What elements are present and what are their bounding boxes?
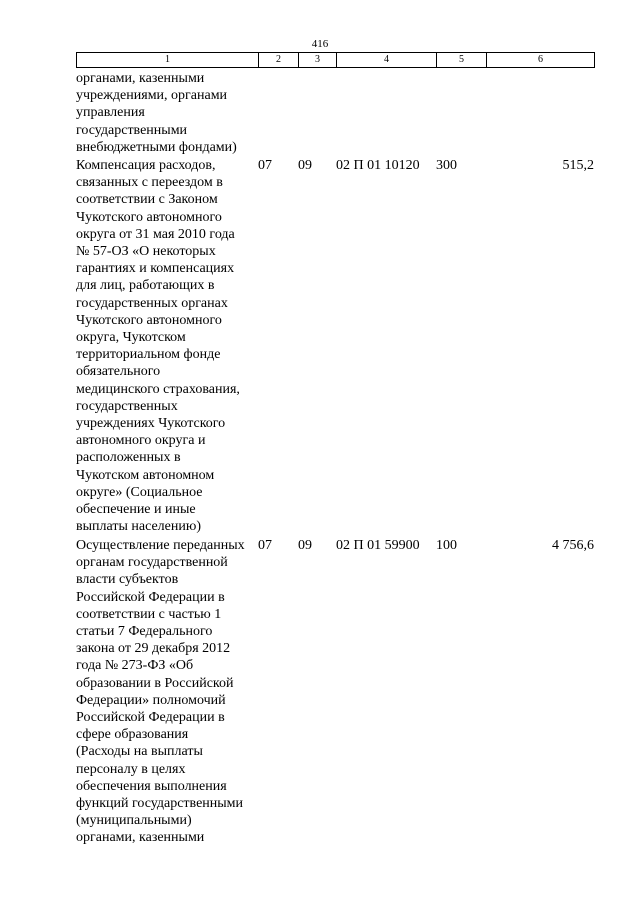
description-line: расположенных в xyxy=(76,450,181,466)
description-line: государственных органах xyxy=(76,295,228,311)
description-line: гарантиях и компенсациях xyxy=(76,261,235,277)
description-line: территориальном фонде xyxy=(76,347,221,363)
row-description xyxy=(76,157,258,535)
description-line: статьи 7 Федерального xyxy=(76,624,213,640)
description-line: округе» (Социальное xyxy=(76,484,203,500)
description-line: (муниципальными) xyxy=(76,813,192,829)
subsection-code: 09 xyxy=(298,158,312,173)
description-line: образовании в Российской xyxy=(76,675,234,691)
description-line: учреждениями, органами xyxy=(76,88,228,104)
description-line: обязательного xyxy=(76,364,161,380)
description-line: года № 273-ФЗ «Об xyxy=(76,658,194,674)
description-line: государственными xyxy=(76,122,188,138)
target-article-code: 02 П 01 59900 xyxy=(336,538,420,553)
description-line: Чукотского автономного xyxy=(76,209,222,225)
description-line: органам государственной xyxy=(76,555,228,571)
subsection-code: 09 xyxy=(298,538,312,553)
amount: 515,2 xyxy=(562,158,594,173)
row-description xyxy=(76,537,258,847)
description-line: Российской Федерации в xyxy=(76,710,225,726)
table-header xyxy=(76,52,595,68)
description-line: власти субъектов xyxy=(76,572,179,588)
description-line: государственных xyxy=(76,398,178,414)
description-line: соответствии с Законом xyxy=(76,192,218,208)
description-line: сфере образования xyxy=(76,727,189,743)
header-col-6: 6 xyxy=(487,53,595,67)
description-line: выплаты населению) xyxy=(76,519,201,535)
section-code: 07 xyxy=(258,538,272,553)
description-line: управления xyxy=(76,105,145,121)
header-col-2: 2 xyxy=(259,53,299,67)
description-line: связанных с переездом в xyxy=(76,175,223,191)
target-article-code: 02 П 01 10120 xyxy=(336,158,420,173)
header-col-3: 3 xyxy=(299,53,337,67)
description-line: соответствии с частью 1 xyxy=(76,606,222,622)
section-code: 07 xyxy=(258,158,272,173)
description-line: органами, казенными xyxy=(76,830,205,846)
description-line: обеспечение и иные xyxy=(76,502,196,518)
description-line: Компенсация расходов, xyxy=(76,158,216,173)
description-line: Российской Федерации в xyxy=(76,589,225,605)
page-number: 416 xyxy=(311,38,329,50)
description-line: Чукотском автономном xyxy=(76,467,215,483)
description-line: (Расходы на выплаты xyxy=(76,744,203,760)
description-line: округа, Чукотском xyxy=(76,330,186,346)
description-line: медицинского страхования, xyxy=(76,381,240,397)
description-line: обеспечения выполнения xyxy=(76,778,227,794)
row-description xyxy=(76,70,258,156)
description-line: Осуществление переданных xyxy=(76,538,245,553)
description-line: закона от 29 декабря 2012 xyxy=(76,641,231,657)
description-line: учреждениях Чукотского xyxy=(76,416,226,432)
header-col-5: 5 xyxy=(437,53,487,67)
amount: 4 756,6 xyxy=(552,538,594,553)
description-line: округа от 31 мая 2010 года xyxy=(76,226,235,242)
expense-type-code: 100 xyxy=(436,538,457,553)
description-line: внебюджетными фондами) xyxy=(76,139,237,155)
description-line: функций государственными xyxy=(76,796,244,812)
description-line: № 57-ОЗ «О некоторых xyxy=(76,244,216,260)
description-line: органами, казенными xyxy=(76,71,205,86)
description-line: для лиц, работающих в xyxy=(76,278,215,294)
description-line: Чукотского автономного xyxy=(76,312,222,328)
header-col-1: 1 xyxy=(77,53,259,67)
expense-type-code: 300 xyxy=(436,158,457,173)
description-line: персоналу в целях xyxy=(76,761,186,777)
description-line: Федерации» полномочий xyxy=(76,692,226,708)
header-col-4: 4 xyxy=(337,53,437,67)
description-line: автономного округа и xyxy=(76,433,206,449)
